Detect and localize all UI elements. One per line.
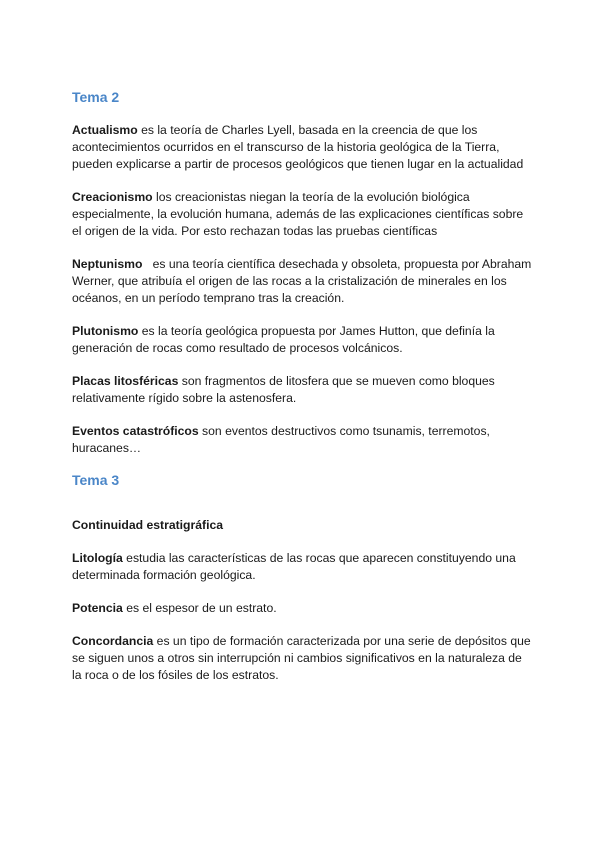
entry-litologia — [72, 550, 532, 584]
term-definition: es la teoría geológica propuesta por James Hutton, que definía la generación de rocas como resultado de procesos volcánicos. — [72, 324, 495, 355]
term-label: Neptunismo — [72, 257, 143, 271]
entry-neptunismo — [72, 256, 535, 307]
term-definition: es un tipo de formación caracterizada por una serie de depósitos que se siguen unos a otros sin interrupción ni cambios significativos en la naturaleza de la roca o de los fósiles de los estratos. — [72, 634, 531, 682]
entry-plutonismo — [72, 323, 532, 357]
term-definition: es el espesor de un estrato. — [122, 601, 277, 615]
term-label: Actualismo — [72, 123, 138, 137]
document-page — [72, 88, 535, 700]
term-label: Concordancia — [72, 634, 154, 648]
entry-concordancia — [72, 633, 532, 684]
term-label: Potencia — [72, 601, 123, 615]
entry-creacionismo — [72, 189, 532, 240]
term-label: Plutonismo — [72, 324, 139, 338]
section-heading-tema-2: Tema 2 — [72, 89, 120, 105]
entry-eventos-catastroficos — [72, 423, 532, 457]
term-definition: es la teoría de Charles Lyell, basada en la creencia de que los acontecimientos ocurridos en el transcurso de la historia geológica de la Tierra, pueden explicarse a partir de procesos geológicos que tienen lugar en la actualidad — [72, 123, 524, 171]
term-label: Creacionismo — [72, 190, 153, 204]
term-label: Litología — [72, 551, 123, 565]
entry-actualismo — [72, 122, 532, 173]
term-definition: son fragmentos de litosfera que se mueven como bloques relativamente rígido sobre la astenosfera. — [72, 374, 495, 405]
term-definition: los creacionistas niegan la teoría de la evolución biológica especialmente, la evolución humana, además de las explicaciones científicas sobre el origen de la vida. Por esto rechazan todas las pruebas científicas — [72, 190, 524, 238]
entry-placas-litosfericas — [72, 373, 532, 407]
term-label: Placas litosféricas — [72, 374, 179, 388]
term-definition: estudia las características de las rocas que aparecen constituyendo una determinada formación geológica. — [72, 551, 516, 582]
term-definition: son eventos destructivos como tsunamis, terremotos, huracanes… — [72, 424, 490, 455]
section-heading-tema-3: Tema 3 — [72, 472, 120, 488]
subheading-continuidad-estratigrafica: Continuidad estratigráfica — [72, 518, 224, 532]
term-label: Eventos catastróficos — [72, 424, 199, 438]
term-definition: es una teoría científica desechada y obsoleta, propuesta por Abraham Werner, que atribuía el origen de las rocas a la cristalización de minerales en los océanos, en un período temprano tras la creación. — [72, 257, 535, 305]
entry-potencia — [72, 600, 532, 617]
